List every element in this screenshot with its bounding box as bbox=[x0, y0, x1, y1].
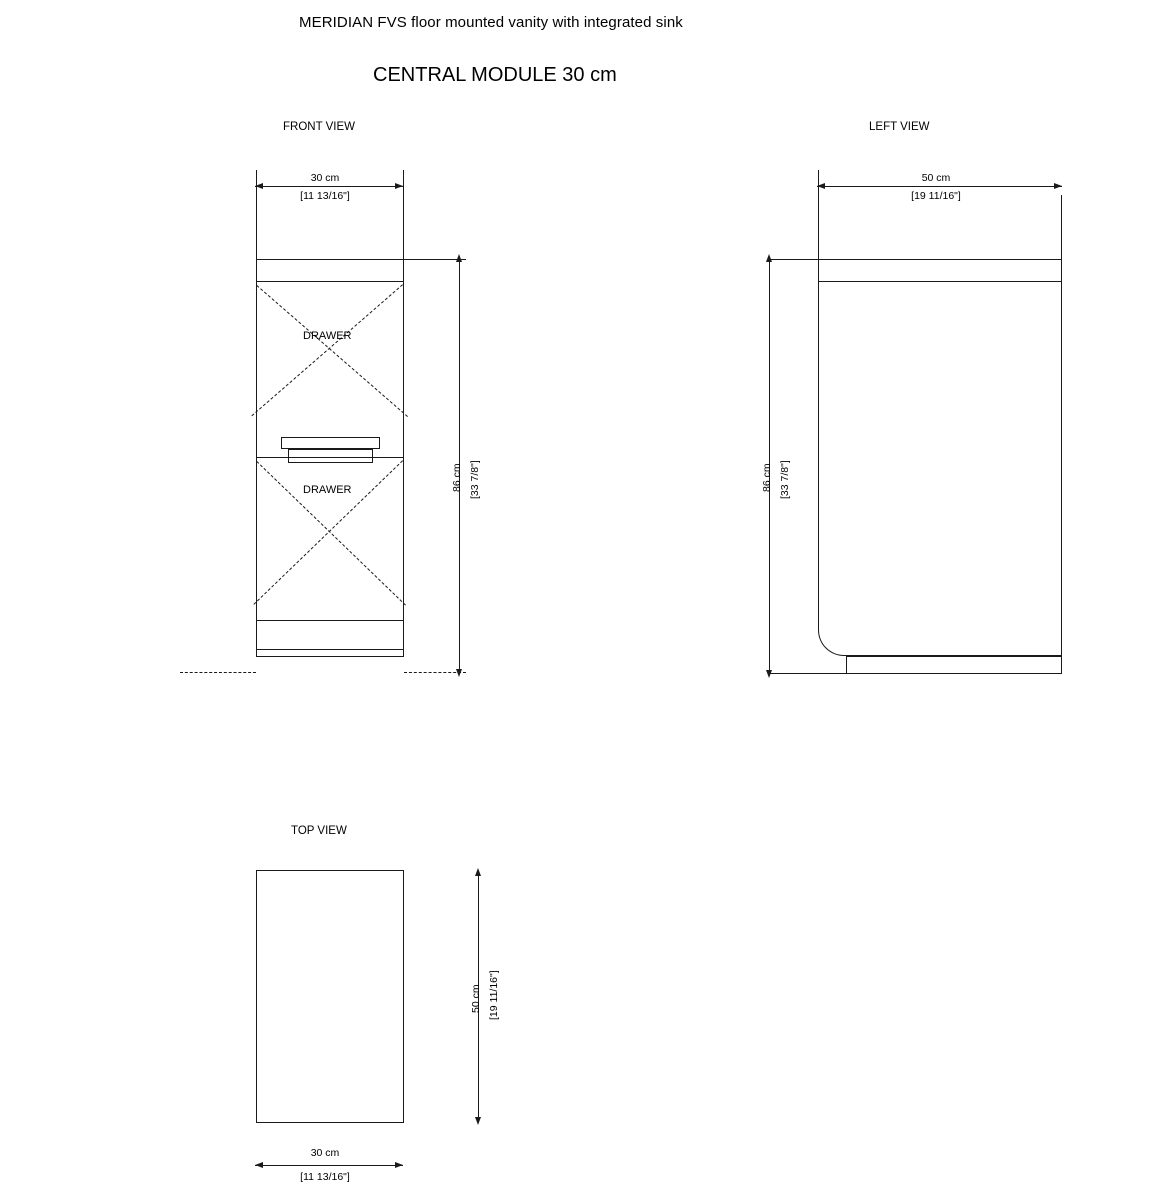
top-width-arrow-left-icon bbox=[255, 1162, 263, 1168]
front-height-in-label: [33 7/8"] bbox=[469, 460, 481, 499]
left-depth-ext-left bbox=[818, 170, 819, 260]
left-height-arrow-down-icon bbox=[766, 670, 772, 678]
left-top-line bbox=[818, 259, 1062, 260]
front-height-ext-top bbox=[404, 259, 466, 260]
front-handle-upper bbox=[281, 437, 380, 449]
front-width-ext-right bbox=[403, 170, 404, 265]
left-depth-dim-line bbox=[817, 186, 1062, 187]
left-depth-ext-right bbox=[1061, 195, 1062, 260]
top-depth-arrow-up-icon bbox=[475, 868, 481, 876]
front-toekick-top-line bbox=[256, 620, 404, 621]
front-width-ext-left bbox=[256, 170, 257, 265]
front-height-cm-label: 86 cm bbox=[451, 463, 463, 492]
top-width-dim-line bbox=[255, 1165, 403, 1166]
left-plinth bbox=[846, 656, 1062, 674]
sheet-subtitle: CENTRAL MODULE 30 cm bbox=[373, 64, 617, 86]
front-lower-drawer-label: DRAWER bbox=[303, 484, 352, 496]
left-depth-cm-label: 50 cm bbox=[921, 172, 951, 184]
front-view-label: FRONT VIEW bbox=[283, 121, 355, 133]
top-view-body bbox=[256, 870, 404, 1123]
top-view-label: TOP VIEW bbox=[291, 825, 347, 837]
left-depth-arrow-right-icon bbox=[1054, 183, 1062, 189]
top-width-in-label: [11 13/16"] bbox=[300, 1171, 350, 1183]
front-floor-reference-line-left bbox=[180, 672, 256, 673]
front-width-cm-label: 30 cm bbox=[310, 172, 340, 184]
left-height-cm-label: 86 cm bbox=[761, 463, 773, 492]
top-width-cm-label: 30 cm bbox=[310, 1147, 340, 1159]
front-width-in-label: [11 13/16"] bbox=[300, 190, 350, 202]
front-height-arrow-up-icon bbox=[456, 254, 462, 262]
left-height-ext-top bbox=[769, 259, 819, 260]
front-toekick-bottom-line bbox=[256, 649, 404, 650]
front-height-arrow-down-icon bbox=[456, 669, 462, 677]
top-depth-arrow-down-icon bbox=[475, 1117, 481, 1125]
left-height-in-label: [33 7/8"] bbox=[779, 460, 791, 499]
left-countertop-front-edge bbox=[818, 259, 819, 281]
top-depth-cm-label: 50 cm bbox=[470, 984, 482, 1013]
left-body-front-and-bottom bbox=[818, 281, 1062, 656]
front-width-arrow-right-icon bbox=[395, 183, 403, 189]
top-depth-in-label: [19 11/16"] bbox=[488, 970, 500, 1020]
front-upper-drawer-label: DRAWER bbox=[303, 330, 352, 342]
left-height-arrow-up-icon bbox=[766, 254, 772, 262]
sheet-title: MERIDIAN FVS floor mounted vanity with integrated sink bbox=[299, 14, 683, 31]
front-countertop-line bbox=[256, 281, 404, 282]
left-view-label: LEFT VIEW bbox=[869, 121, 930, 133]
front-width-dim-line bbox=[255, 186, 403, 187]
top-width-arrow-right-icon bbox=[395, 1162, 403, 1168]
front-handle-lower bbox=[288, 449, 373, 463]
left-depth-in-label: [19 11/16"] bbox=[911, 190, 961, 202]
left-height-ext-bottom bbox=[769, 673, 847, 674]
